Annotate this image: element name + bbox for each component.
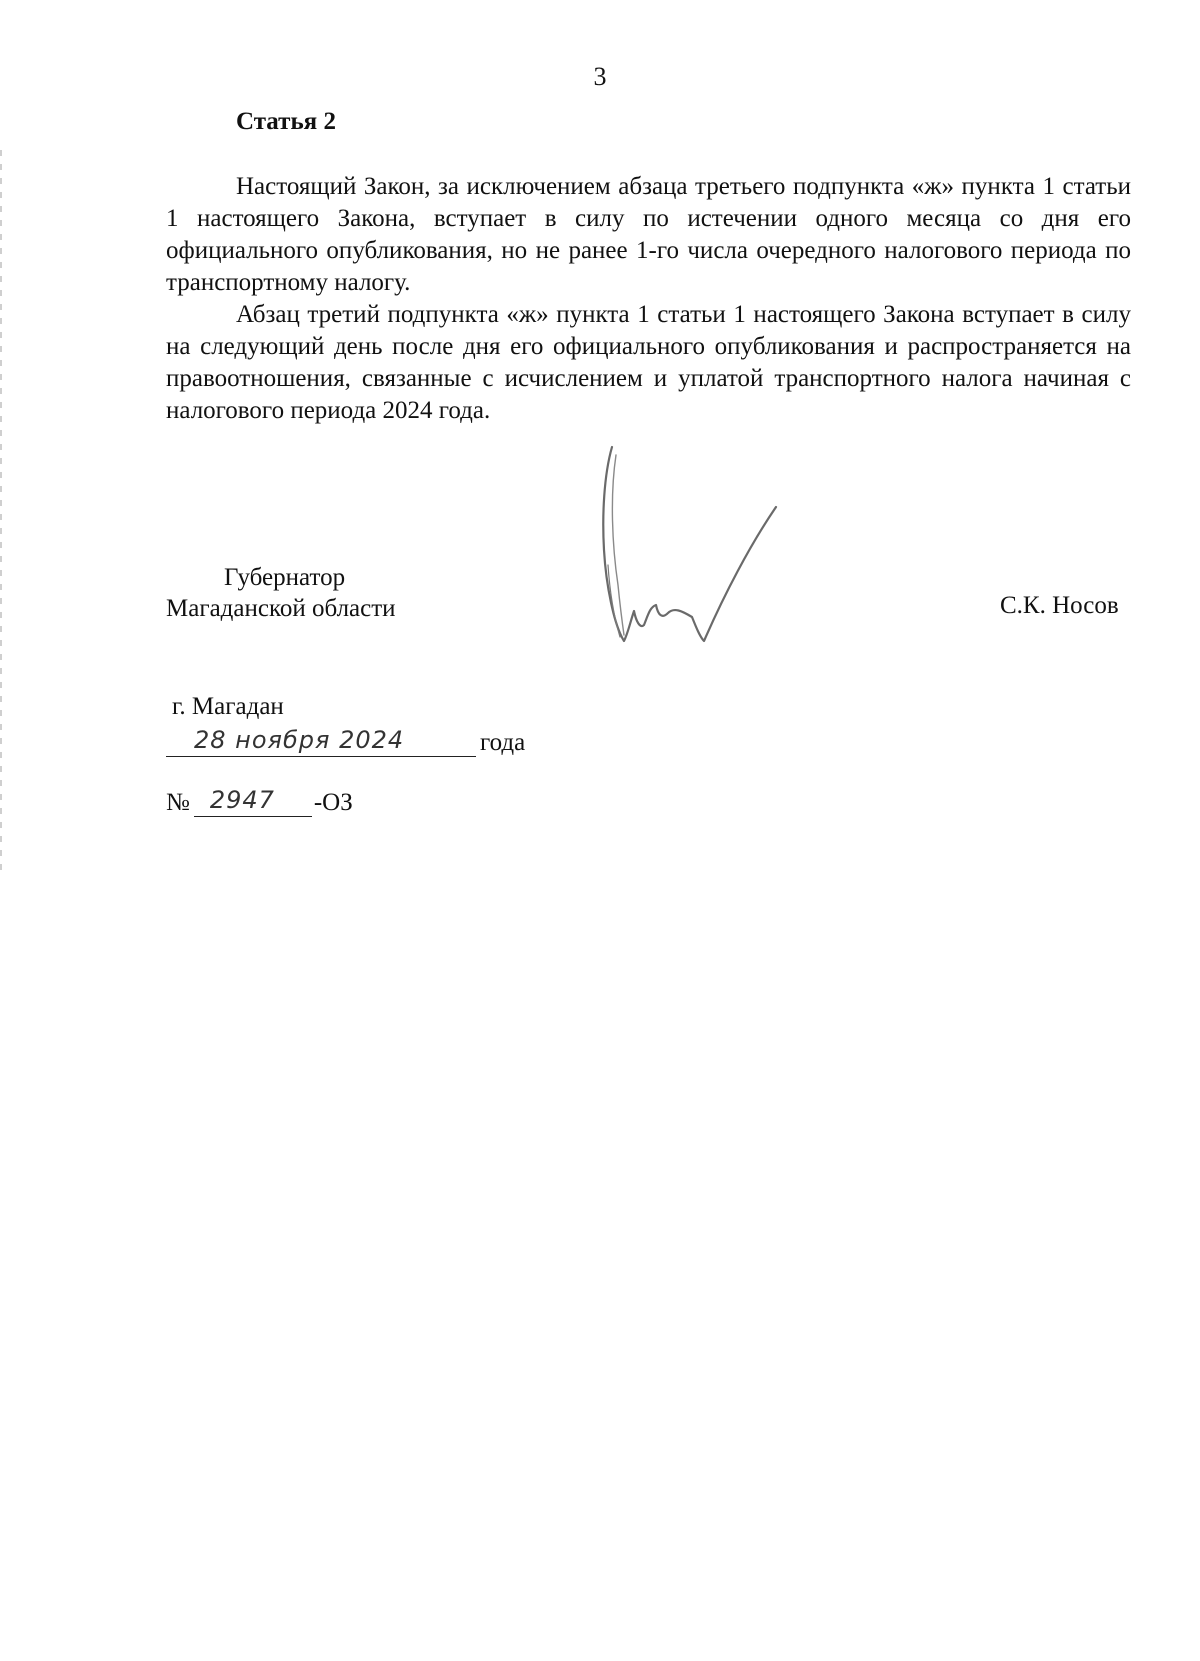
- handwritten-number: 2947: [209, 786, 275, 814]
- page-number: 3: [593, 62, 607, 91]
- date-line: [166, 722, 525, 757]
- number-sign: №: [166, 789, 190, 816]
- date-field: [166, 722, 476, 757]
- handwritten-signature: [600, 445, 800, 655]
- scan-edge-marks: [0, 150, 2, 870]
- paragraph-2: Абзац третий подпункта «ж» пункта 1 статьи 1 настоящего Закона вступает в силу на следующий день после дня его официального опубликования и распространяется на правоотношения, связанные с исчислением и уплатой транспортного налога начиная с налогового периода 2024 года.: [166, 301, 1131, 424]
- law-number-line: [166, 784, 353, 817]
- date-suffix: года: [480, 729, 526, 756]
- signer-name: С.К. Носов: [1000, 592, 1119, 619]
- governor-title: [166, 562, 396, 624]
- article-heading: Статья 2: [236, 108, 336, 135]
- law-number-suffix: -ОЗ: [313, 789, 353, 816]
- handwritten-date: 28 ноября 2024: [194, 726, 405, 754]
- governor-title-line2: Магаданской области: [166, 595, 396, 622]
- governor-title-line1: Губернатор: [224, 564, 346, 591]
- place-of-signing: г. Магадан: [172, 693, 284, 720]
- number-field: [194, 784, 312, 817]
- article-body: [166, 171, 1131, 427]
- paragraph-1: Настоящий Закон, за исключением абзаца третьего подпункта «ж» пункта 1 статьи 1 настоящего Закона, вступает в силу по истечении одного месяца со дня его официального опубликования, но не ранее 1-го числа очередного налогового периода по транспортному налогу.: [166, 173, 1131, 296]
